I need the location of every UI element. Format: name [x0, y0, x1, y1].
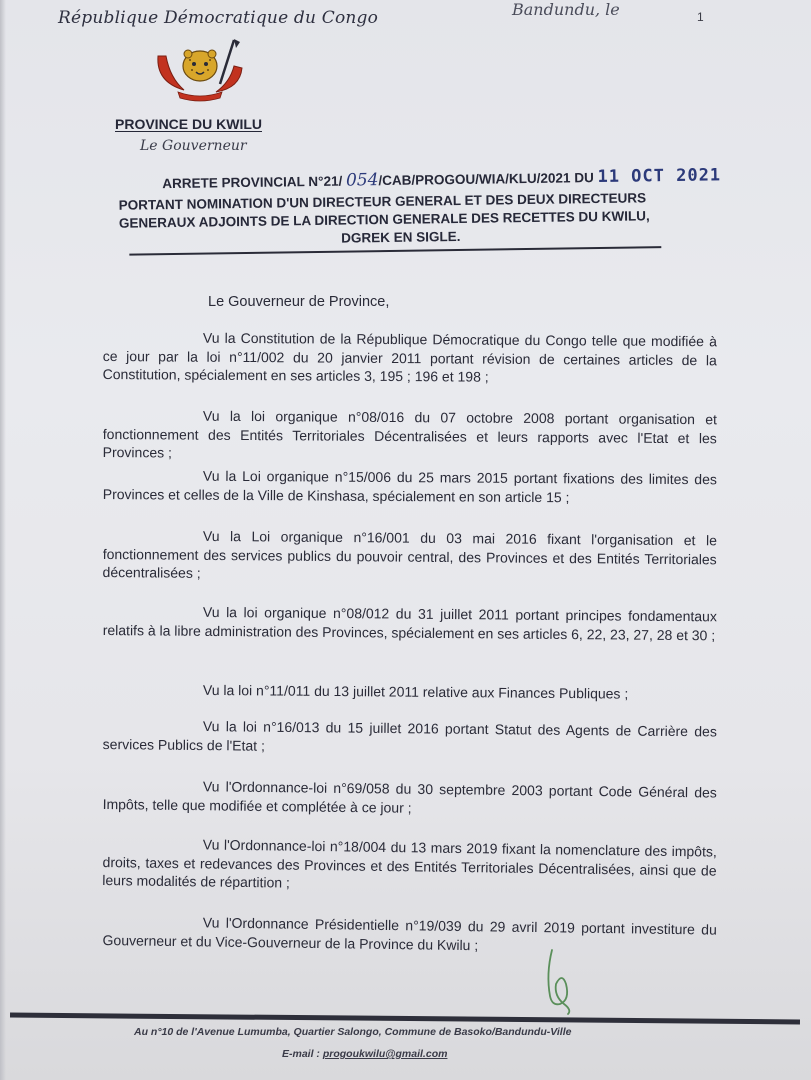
- email-link[interactable]: progoukwilu@gmail.com: [322, 1048, 448, 1060]
- decree-title-line-4: DGREK EN SIGLE.: [341, 228, 461, 246]
- title-underline: [129, 246, 661, 255]
- handwritten-initials: [542, 944, 582, 1016]
- coat-of-arms-emblem: [150, 38, 250, 104]
- page-number: 1: [697, 10, 704, 24]
- republic-heading: République Démocratique du Congo: [58, 8, 379, 28]
- paragraph-7: Vu la loi n°16/013 du 15 juillet 2016 portant Statut des Agents de Carrière des services Publics de l'Etat ;: [102, 718, 717, 754]
- paragraph-9: Vu l'Ordonnance-loi n°18/004 du 13 mars 2019 fixant la nomenclature des impôts, droits, taxes et redevances des Provinces et des Entités Territoriales Décentralisées, ainsi que de leurs modalités de répartition ;: [102, 836, 717, 891]
- paragraph-3: Vu la Loi organique n°15/006 du 25 mars 2015 portant fixations des limites des Provinces et celles de la Ville de Kinshasa, spécialement en son article 15 ;: [102, 467, 717, 505]
- footer-rule: [10, 1013, 800, 1025]
- footer-email: [282, 1048, 447, 1060]
- paragraph-6: Vu la loi n°11/011 du 13 juillet 2011 relative aux Finances Publiques ;: [202, 681, 629, 702]
- place-date-label: Bandundu, le: [512, 0, 620, 19]
- province-name: PROVINCE DU KWILU: [115, 116, 262, 132]
- decree-suffix: /CAB/PROGOU/WIA/KLU/2021 DU: [378, 170, 594, 189]
- addressee: Le Gouverneur de Province,: [208, 294, 390, 310]
- paragraph-8: Vu l'Ordonnance-loi n°69/058 du 30 septembre 2003 portant Code Général des Impôts, telle que modifiée et complétée à ce jour ;: [102, 778, 717, 816]
- paragraph-4: Vu la Loi organique n°16/001 du 03 mai 2016 fixant l'organisation et le fonctionnement des services publics du pouvoir central, des Provinces et des Entités Territoriales décentralisées ;: [102, 527, 717, 581]
- decree-title-line-3: GENERAUX ADJOINTS DE LA DIRECTION GENERALE DES RECETTES DU KWILU,: [118, 208, 650, 231]
- page-edge-shadow: [0, 0, 6, 1080]
- footer-address: Au n°10 de l'Avenue Lumumba, Quartier Salongo, Commune de Basoko/Bandundu-Ville: [134, 1026, 572, 1038]
- decree-title-line-2: PORTANT NOMINATION D'UN DIRECTEUR GENERAL ET DES DEUX DIRECTEURS: [118, 190, 647, 213]
- email-label: E-mail :: [282, 1048, 320, 1060]
- decree-title-line-1: [162, 165, 721, 193]
- paragraph-1: Vu la Constitution de la République Démocratique du Congo telle que modifiée à ce jour par la loi n°11/002 du 20 janvier 2011 portant révision de certaines articles de la Constitution, spécialement en ses articles 3, 195 ; 196 et 198 ;: [102, 329, 717, 385]
- decree-prefix: ARRETE PROVINCIAL N°21/: [162, 173, 343, 192]
- decree-date-stamp: 11 OCT 2021: [597, 165, 722, 188]
- decree-number: 054: [345, 170, 379, 191]
- paragraph-5: Vu la loi organique n°08/012 du 31 juillet 2011 portant principes fondamentaux relatifs à la libre administration des Provinces, spécialement en ses articles 6, 22, 23, 27, 28 et 30 ;: [102, 603, 717, 643]
- paragraph-2: Vu la loi organique n°08/016 du 07 octobre 2008 portant organisation et fonctionnement des Entités Territoriales Décentralisées et leurs rapports avec l'Etat et les Provinces ;: [102, 407, 717, 461]
- paragraph-10: Vu l'Ordonnance Présidentielle n°19/039 du 29 avril 2019 portant investiture du Gouverneur et du Vice-Gouverneur de la Province du Kwilu ;: [102, 914, 717, 953]
- governor-title: Le Gouverneur: [140, 138, 247, 154]
